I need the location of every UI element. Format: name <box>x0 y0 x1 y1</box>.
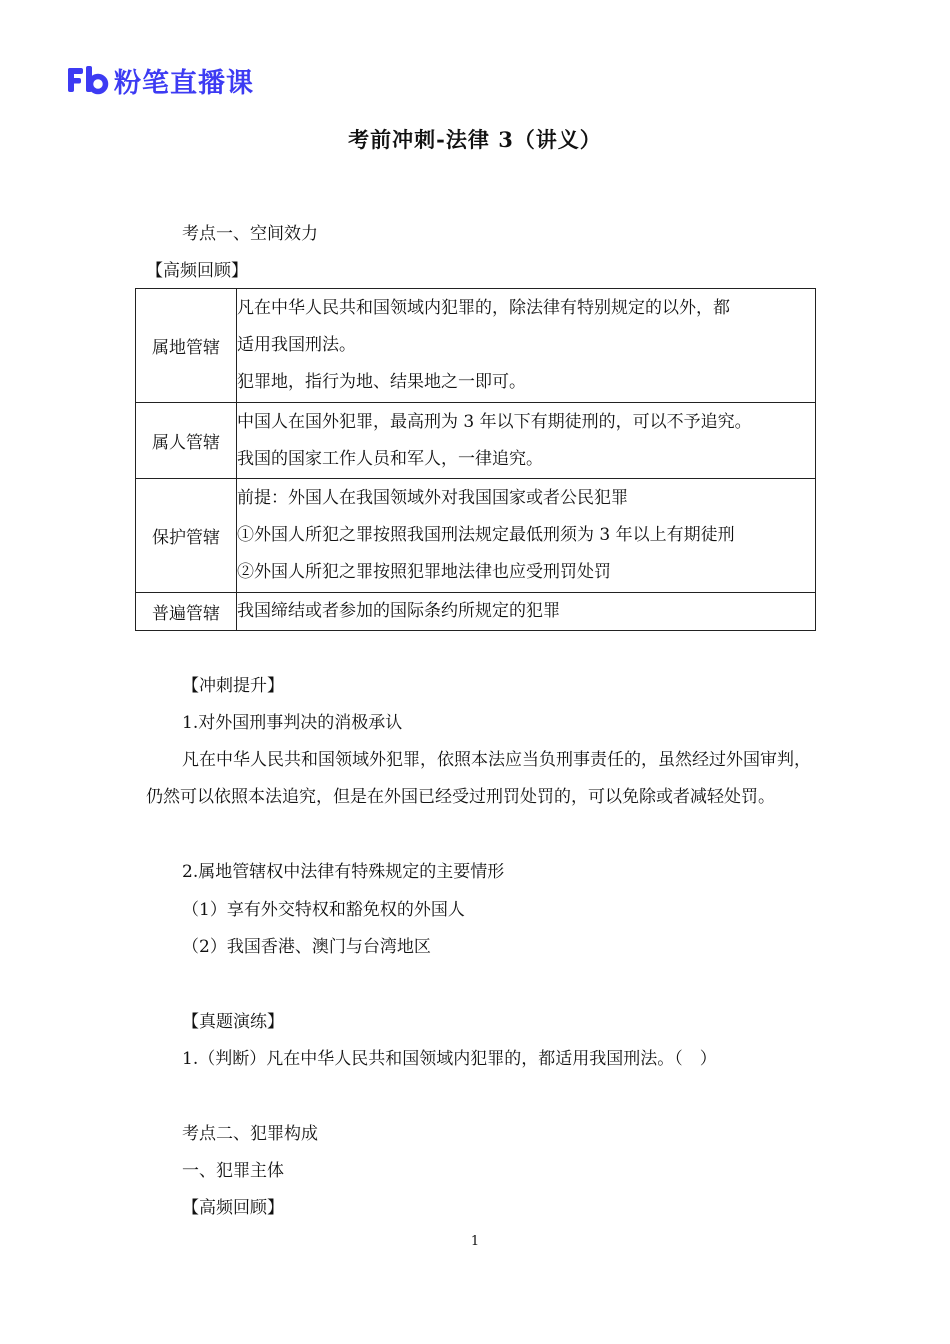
page-number: 1 <box>470 1234 480 1249</box>
table-description-cell <box>237 593 816 631</box>
section2-heading: 考点二、犯罪构成 <box>182 1124 318 1144</box>
table-category-cell: 普遍管辖 <box>136 593 237 631</box>
table-text-line: 适用我国刑法。 <box>237 335 356 355</box>
point1-body: 凡在中华人民共和国领域外犯罪，依照本法应当负刑事责任的，虽然经过外国审判，仍然可以依照本法追究，但是在外国已经受过刑罚处罚的，可以免除或者减轻处罚。 <box>146 750 811 807</box>
sprint-label: 【冲刺提升】 <box>182 676 284 696</box>
section2-review-label: 【高频回顾】 <box>182 1198 284 1218</box>
fb-logo-icon <box>66 65 110 95</box>
table-text-line: 我国的国家工作人员和军人，一律追究。 <box>237 448 543 469</box>
point2-title: 2.属地管辖权中法律有特殊规定的主要情形 <box>182 862 505 882</box>
section1-heading: 考点一、空间效力 <box>182 224 318 244</box>
table-text-line: ②外国人所犯之罪按照犯罪地法律也应受刑罚处罚 <box>237 562 611 582</box>
table-row <box>136 403 816 479</box>
jurisdiction-table <box>135 288 816 631</box>
table-description-cell <box>237 289 816 403</box>
point2-item1: （1）享有外交特权和豁免权的外国人 <box>182 900 465 920</box>
table-text-line: 犯罪地，指行为地、结果地之一即可。 <box>237 372 526 392</box>
table-row <box>136 289 816 403</box>
table-text-line: ①外国人所犯之罪按照我国刑法规定最低刑须为 3 年以上有期徒刑 <box>237 525 735 545</box>
brand-name: 粉笔直播课 <box>114 67 254 99</box>
point1-title: 1.对外国刑事判决的消极承认 <box>182 713 403 733</box>
section1-review-label: 【高频回顾】 <box>146 261 248 281</box>
table-row <box>136 593 816 631</box>
point2-item2: （2）我国香港、澳门与台湾地区 <box>182 937 431 957</box>
table-text-line: 我国缔结或者参加的国际条约所规定的犯罪 <box>237 601 560 621</box>
table-category-cell: 保护管辖 <box>136 479 237 593</box>
brand-logo <box>66 62 254 98</box>
document-title: 考前冲刺-法律 3（讲义） <box>348 127 602 152</box>
table-category-cell: 属人管辖 <box>136 403 237 479</box>
table-text-line: 凡在中华人民共和国领域内犯罪的，除法律有特别规定的以外，都 <box>237 298 730 318</box>
table-description-cell <box>237 403 816 479</box>
table-text-line: 前提：外国人在我国领域外对我国国家或者公民犯罪 <box>237 488 628 508</box>
table-text-line: 中国人在国外犯罪，最高刑为 3 年以下有期徒刑的，可以不予追究。 <box>237 411 752 432</box>
exam-question-1: 1.（判断）凡在中华人民共和国领域内犯罪的，都适用我国刑法。（ ） <box>182 1049 717 1069</box>
exam-label: 【真题演练】 <box>182 1012 284 1032</box>
table-row <box>136 479 816 593</box>
section2-subheading: 一、犯罪主体 <box>182 1161 284 1181</box>
table-description-cell <box>237 479 816 593</box>
table-category-cell: 属地管辖 <box>136 289 237 403</box>
